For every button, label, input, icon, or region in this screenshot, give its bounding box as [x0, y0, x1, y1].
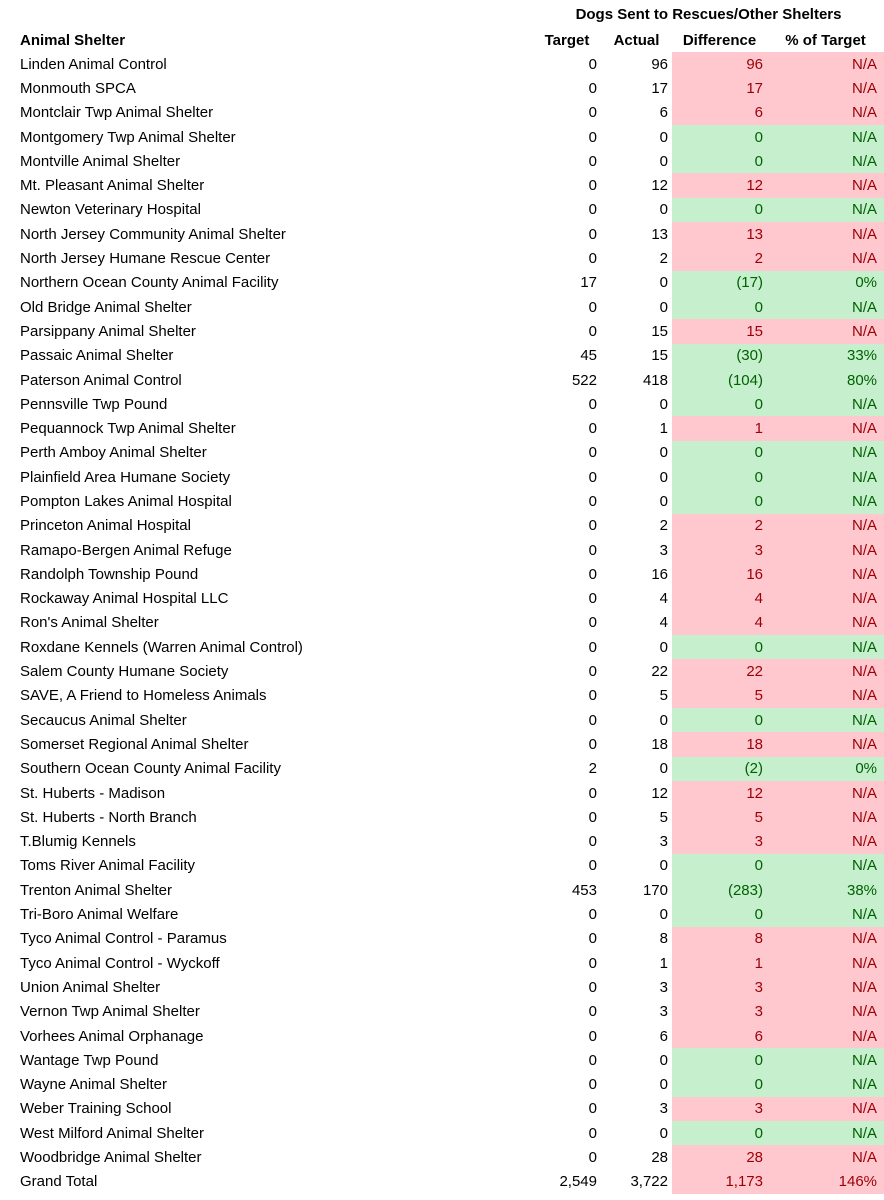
difference-cell: 5 — [672, 805, 767, 829]
actual-cell: 12 — [651, 784, 668, 802]
shelter-name-cell: Randolph Township Pound — [20, 565, 199, 583]
table-title-row — [0, 0, 884, 28]
pct-of-target-cell: N/A — [767, 781, 884, 805]
table-row — [0, 611, 884, 635]
table-row — [0, 1000, 884, 1024]
actual-cell: 0 — [659, 274, 668, 292]
shelter-name-cell: Woodbridge Animal Shelter — [20, 1149, 202, 1166]
col-header-target: Target — [544, 31, 590, 49]
actual-cell: 15 — [651, 347, 668, 365]
pct-of-target-cell: N/A — [767, 489, 884, 513]
actual-cell: 0 — [659, 1076, 668, 1094]
difference-cell: 12 — [672, 173, 767, 197]
target-cell: 0 — [588, 1003, 597, 1021]
shelter-name-cell: St. Huberts - North Branch — [20, 808, 197, 826]
actual-cell: 0 — [659, 201, 668, 219]
target-cell: 0 — [588, 298, 597, 316]
difference-cell: 0 — [672, 125, 767, 149]
actual-cell: 2 — [659, 250, 668, 268]
target-cell: 0 — [588, 954, 597, 972]
shelter-name-cell: Mt. Pleasant Animal Shelter — [20, 177, 205, 195]
pct-of-target-cell: N/A — [767, 465, 884, 489]
actual-cell: 15 — [651, 322, 668, 340]
actual-cell: 3 — [659, 978, 668, 996]
table-row — [0, 927, 884, 951]
pct-of-target-cell: N/A — [767, 173, 884, 197]
shelter-name-cell: Ramapo-Bergen Animal Refuge — [20, 541, 232, 559]
target-cell: 0 — [588, 1124, 597, 1142]
table-title: Dogs Sent to Rescues/Other Shelters — [575, 5, 842, 23]
difference-cell: 3 — [672, 1000, 767, 1024]
pct-of-target-cell: N/A — [767, 149, 884, 173]
difference-cell: 1,173 — [672, 1170, 767, 1194]
difference-cell: 18 — [672, 732, 767, 756]
target-cell: 0 — [588, 1149, 597, 1166]
actual-cell: 0 — [659, 857, 668, 875]
target-cell: 0 — [588, 225, 597, 243]
difference-cell: 28 — [672, 1145, 767, 1169]
actual-cell: 12 — [651, 177, 668, 195]
table-row — [0, 732, 884, 756]
target-cell: 0 — [588, 322, 597, 340]
difference-cell: 0 — [672, 392, 767, 416]
shelter-name-cell: SAVE, A Friend to Homeless Animals — [20, 687, 267, 705]
table-row — [0, 416, 884, 440]
shelter-name-cell: Ron's Animal Shelter — [20, 614, 159, 632]
pct-of-target-cell: N/A — [767, 1097, 884, 1121]
shelter-name-cell: Northern Ocean County Animal Facility — [20, 274, 279, 292]
difference-cell: 1 — [672, 416, 767, 440]
difference-cell: 17 — [672, 76, 767, 100]
target-cell: 0 — [588, 1100, 597, 1118]
shelter-name-cell: Vorhees Animal Orphanage — [20, 1027, 204, 1045]
target-cell: 453 — [571, 881, 597, 899]
actual-cell: 3 — [659, 1100, 668, 1118]
target-cell: 0 — [588, 614, 597, 632]
target-cell: 0 — [588, 711, 597, 729]
target-cell: 2,549 — [559, 1173, 597, 1191]
difference-cell: 0 — [672, 149, 767, 173]
table-row — [0, 246, 884, 270]
target-cell: 0 — [588, 638, 597, 656]
target-cell: 2 — [588, 760, 597, 778]
actual-cell: 0 — [659, 906, 668, 924]
target-cell: 0 — [588, 395, 597, 413]
table-row — [0, 173, 884, 197]
actual-cell: 0 — [659, 1051, 668, 1069]
difference-cell: 6 — [672, 1024, 767, 1048]
shelter-name-cell: Montville Animal Shelter — [20, 152, 181, 170]
pct-of-target-cell: N/A — [767, 295, 884, 319]
table-row — [0, 319, 884, 343]
pct-of-target-cell: N/A — [767, 198, 884, 222]
actual-cell: 6 — [659, 1027, 668, 1045]
table-row — [0, 514, 884, 538]
target-cell: 0 — [588, 1051, 597, 1069]
target-cell: 0 — [588, 152, 597, 170]
actual-cell: 3 — [659, 541, 668, 559]
shelter-name-cell: West Milford Animal Shelter — [20, 1124, 204, 1142]
pct-of-target-cell: N/A — [767, 125, 884, 149]
actual-cell: 0 — [659, 152, 668, 170]
shelter-name-cell: Pennsville Twp Pound — [20, 395, 168, 413]
actual-cell: 0 — [659, 711, 668, 729]
target-cell: 0 — [588, 250, 597, 268]
shelter-name-cell: Pompton Lakes Animal Hospital — [20, 492, 232, 510]
table-row — [0, 1072, 884, 1096]
actual-cell: 3 — [659, 833, 668, 851]
table-row — [0, 149, 884, 173]
actual-cell: 0 — [659, 444, 668, 462]
difference-cell: 6 — [672, 101, 767, 125]
table-row — [0, 1097, 884, 1121]
difference-cell: 22 — [672, 659, 767, 683]
pct-of-target-cell: N/A — [767, 1121, 884, 1145]
target-cell: 0 — [588, 590, 597, 608]
actual-cell: 4 — [659, 614, 668, 632]
difference-cell: 4 — [672, 587, 767, 611]
shelter-name-cell: Passaic Animal Shelter — [20, 347, 174, 365]
pct-of-target-cell: N/A — [767, 830, 884, 854]
pct-of-target-cell: N/A — [767, 222, 884, 246]
pct-of-target-cell: 38% — [767, 878, 884, 902]
difference-cell: 16 — [672, 562, 767, 586]
difference-cell: (17) — [672, 271, 767, 295]
actual-cell: 16 — [651, 565, 668, 583]
pct-of-target-cell: N/A — [767, 902, 884, 926]
pct-of-target-cell: N/A — [767, 975, 884, 999]
actual-cell: 5 — [659, 808, 668, 826]
pct-of-target-cell: N/A — [767, 635, 884, 659]
target-cell: 0 — [588, 104, 597, 122]
difference-cell: 5 — [672, 684, 767, 708]
target-cell: 0 — [588, 444, 597, 462]
pct-of-target-cell: N/A — [767, 246, 884, 270]
table-row — [0, 538, 884, 562]
shelter-name-cell: Montclair Twp Animal Shelter — [20, 104, 214, 122]
table-row — [0, 659, 884, 683]
target-cell: 45 — [580, 347, 597, 365]
shelter-name-cell: Roxdane Kennels (Warren Animal Control) — [20, 638, 303, 656]
target-cell: 0 — [588, 857, 597, 875]
shelter-name-cell: Secaucus Animal Shelter — [20, 711, 187, 729]
table-row — [0, 465, 884, 489]
actual-cell: 0 — [659, 492, 668, 510]
target-cell: 0 — [588, 492, 597, 510]
difference-cell: 1 — [672, 951, 767, 975]
difference-cell: 12 — [672, 781, 767, 805]
target-cell: 0 — [588, 784, 597, 802]
table-row — [0, 854, 884, 878]
pct-of-target-cell: N/A — [767, 805, 884, 829]
table-row — [0, 295, 884, 319]
table-row — [0, 975, 884, 999]
difference-cell: (283) — [672, 878, 767, 902]
shelter-name-cell: Monmouth SPCA — [20, 79, 136, 97]
difference-cell: 8 — [672, 927, 767, 951]
table-row — [0, 125, 884, 149]
shelter-name-cell: Montgomery Twp Animal Shelter — [20, 128, 236, 146]
shelter-name-cell: Somerset Regional Animal Shelter — [20, 735, 249, 753]
actual-cell: 0 — [659, 128, 668, 146]
difference-cell: 0 — [672, 489, 767, 513]
actual-cell: 22 — [651, 663, 668, 681]
pct-of-target-cell: N/A — [767, 52, 884, 76]
pct-of-target-cell: N/A — [767, 416, 884, 440]
actual-cell: 0 — [659, 298, 668, 316]
shelter-name-cell: Trenton Animal Shelter — [20, 881, 173, 899]
target-cell: 0 — [588, 128, 597, 146]
shelter-name-cell: Princeton Animal Hospital — [20, 517, 191, 535]
actual-cell: 6 — [659, 104, 668, 122]
actual-cell: 1 — [659, 954, 668, 972]
shelter-name-cell: Tyco Animal Control - Paramus — [20, 930, 227, 948]
difference-cell: 2 — [672, 514, 767, 538]
difference-cell: 3 — [672, 975, 767, 999]
table-row — [0, 271, 884, 295]
shelter-name-cell: Paterson Animal Control — [20, 371, 182, 389]
pct-of-target-cell: N/A — [767, 441, 884, 465]
actual-cell: 0 — [659, 1124, 668, 1142]
column-header-row — [0, 28, 884, 52]
grand-total-row — [0, 1170, 884, 1194]
shelter-name-cell: Plainfield Area Humane Society — [20, 468, 231, 486]
difference-cell: 0 — [672, 854, 767, 878]
difference-cell: 0 — [672, 465, 767, 489]
target-cell: 0 — [588, 55, 597, 73]
difference-cell: 0 — [672, 1121, 767, 1145]
col-header-pct-of-target: % of Target — [785, 31, 866, 49]
target-cell: 0 — [588, 833, 597, 851]
pct-of-target-cell: N/A — [767, 1145, 884, 1169]
pct-of-target-cell: 0% — [767, 757, 884, 781]
shelter-name-cell: Toms River Animal Facility — [20, 857, 196, 875]
col-header-animal-shelter: Animal Shelter — [20, 31, 126, 49]
target-cell: 17 — [580, 274, 597, 292]
pct-of-target-cell: N/A — [767, 392, 884, 416]
shelter-name-cell: Rockaway Animal Hospital LLC — [20, 590, 229, 608]
table-body — [0, 52, 884, 1194]
table-row — [0, 757, 884, 781]
shelter-name-cell: North Jersey Community Animal Shelter — [20, 225, 286, 243]
difference-cell: 2 — [672, 246, 767, 270]
table-row — [0, 1121, 884, 1145]
table-row — [0, 635, 884, 659]
table-row — [0, 76, 884, 100]
target-cell: 0 — [588, 808, 597, 826]
target-cell: 0 — [588, 79, 597, 97]
difference-cell: 13 — [672, 222, 767, 246]
actual-cell: 18 — [651, 735, 668, 753]
table-row — [0, 222, 884, 246]
pct-of-target-cell: N/A — [767, 1072, 884, 1096]
pct-of-target-cell: N/A — [767, 1024, 884, 1048]
shelter-name-cell: Wayne Animal Shelter — [20, 1076, 168, 1094]
pct-of-target-cell: N/A — [767, 732, 884, 756]
target-cell: 0 — [588, 906, 597, 924]
table-row — [0, 392, 884, 416]
actual-cell: 17 — [651, 79, 668, 97]
target-cell: 0 — [588, 201, 597, 219]
target-cell: 0 — [588, 177, 597, 195]
pct-of-target-cell: N/A — [767, 76, 884, 100]
pct-of-target-cell: N/A — [767, 1048, 884, 1072]
table-row — [0, 684, 884, 708]
actual-cell: 8 — [659, 930, 668, 948]
actual-cell: 3,722 — [630, 1173, 668, 1191]
table-row — [0, 830, 884, 854]
shelter-name-cell: Tri-Boro Animal Welfare — [20, 906, 179, 924]
pct-of-target-cell: 146% — [767, 1170, 884, 1194]
table-row — [0, 101, 884, 125]
pct-of-target-cell: N/A — [767, 514, 884, 538]
pct-of-target-cell: N/A — [767, 101, 884, 125]
target-cell: 0 — [588, 565, 597, 583]
actual-cell: 28 — [651, 1149, 668, 1166]
pct-of-target-cell: N/A — [767, 1000, 884, 1024]
shelter-name-cell: Southern Ocean County Animal Facility — [20, 760, 281, 778]
actual-cell: 170 — [642, 881, 668, 899]
difference-cell: 0 — [672, 635, 767, 659]
difference-cell: 3 — [672, 538, 767, 562]
shelter-name-cell: Linden Animal Control — [20, 55, 167, 73]
actual-cell: 2 — [659, 517, 668, 535]
actual-cell: 0 — [659, 395, 668, 413]
target-cell: 0 — [588, 687, 597, 705]
difference-cell: 0 — [672, 902, 767, 926]
shelter-name-cell: Grand Total — [20, 1173, 98, 1191]
table-row — [0, 1048, 884, 1072]
table-row — [0, 1145, 884, 1169]
pct-of-target-cell: N/A — [767, 562, 884, 586]
actual-cell: 13 — [651, 225, 668, 243]
col-header-actual: Actual — [613, 31, 660, 49]
target-cell: 0 — [588, 517, 597, 535]
table-row — [0, 587, 884, 611]
difference-cell: (104) — [672, 368, 767, 392]
actual-cell: 96 — [651, 55, 668, 73]
pct-of-target-cell: N/A — [767, 659, 884, 683]
difference-cell: 0 — [672, 295, 767, 319]
table-row — [0, 1024, 884, 1048]
title-spacer — [0, 0, 533, 28]
pct-of-target-cell: N/A — [767, 319, 884, 343]
actual-cell: 0 — [659, 760, 668, 778]
table-row — [0, 878, 884, 902]
table-row — [0, 344, 884, 368]
target-cell: 0 — [588, 978, 597, 996]
actual-cell: 3 — [659, 1003, 668, 1021]
target-cell: 0 — [588, 735, 597, 753]
shelter-name-cell: Union Animal Shelter — [20, 978, 161, 996]
difference-cell: 4 — [672, 611, 767, 635]
shelter-name-cell: Weber Training School — [20, 1100, 172, 1118]
difference-cell: 15 — [672, 319, 767, 343]
target-cell: 0 — [588, 468, 597, 486]
pct-of-target-cell: N/A — [767, 708, 884, 732]
shelter-name-cell: Wantage Twp Pound — [20, 1051, 159, 1069]
table-row — [0, 805, 884, 829]
target-cell: 0 — [588, 420, 597, 438]
shelter-name-cell: Vernon Twp Animal Shelter — [20, 1003, 200, 1021]
actual-cell: 5 — [659, 687, 668, 705]
shelter-name-cell: St. Huberts - Madison — [20, 784, 166, 802]
pct-of-target-cell: N/A — [767, 538, 884, 562]
difference-cell: 3 — [672, 1097, 767, 1121]
difference-cell: 0 — [672, 198, 767, 222]
actual-cell: 4 — [659, 590, 668, 608]
shelter-name-cell: Newton Veterinary Hospital — [20, 201, 201, 219]
difference-cell: 0 — [672, 708, 767, 732]
col-header-difference: Difference — [682, 31, 757, 49]
difference-cell: (2) — [672, 757, 767, 781]
table-row — [0, 781, 884, 805]
pct-of-target-cell: 80% — [767, 368, 884, 392]
target-cell: 0 — [588, 1076, 597, 1094]
target-cell: 522 — [571, 371, 597, 389]
shelter-name-cell: Pequannock Twp Animal Shelter — [20, 420, 236, 438]
pct-of-target-cell: N/A — [767, 587, 884, 611]
shelter-name-cell: North Jersey Humane Rescue Center — [20, 250, 271, 268]
pct-of-target-cell: N/A — [767, 684, 884, 708]
target-cell: 0 — [588, 663, 597, 681]
table-row — [0, 951, 884, 975]
actual-cell: 418 — [642, 371, 668, 389]
table-row — [0, 441, 884, 465]
target-cell: 0 — [588, 930, 597, 948]
table-row — [0, 562, 884, 586]
table-row — [0, 708, 884, 732]
difference-cell: 0 — [672, 1072, 767, 1096]
shelter-name-cell: Salem County Humane Society — [20, 663, 229, 681]
shelter-name-cell: T.Blumig Kennels — [20, 833, 136, 851]
shelter-name-cell: Parsippany Animal Shelter — [20, 322, 196, 340]
actual-cell: 0 — [659, 468, 668, 486]
target-cell: 0 — [588, 1027, 597, 1045]
shelter-name-cell: Perth Amboy Animal Shelter — [20, 444, 207, 462]
pct-of-target-cell: 33% — [767, 344, 884, 368]
difference-cell: (30) — [672, 344, 767, 368]
target-cell: 0 — [588, 541, 597, 559]
actual-cell: 1 — [659, 420, 668, 438]
table-row — [0, 902, 884, 926]
difference-cell: 3 — [672, 830, 767, 854]
pct-of-target-cell: N/A — [767, 854, 884, 878]
shelter-name-cell: Old Bridge Animal Shelter — [20, 298, 192, 316]
table-row — [0, 198, 884, 222]
pct-of-target-cell: N/A — [767, 611, 884, 635]
difference-cell: 0 — [672, 1048, 767, 1072]
table-row — [0, 489, 884, 513]
actual-cell: 0 — [659, 638, 668, 656]
difference-cell: 96 — [672, 52, 767, 76]
table-row — [0, 368, 884, 392]
table-row — [0, 52, 884, 76]
difference-cell: 0 — [672, 441, 767, 465]
pct-of-target-cell: N/A — [767, 951, 884, 975]
pct-of-target-cell: N/A — [767, 927, 884, 951]
pct-of-target-cell: 0% — [767, 271, 884, 295]
shelter-name-cell: Tyco Animal Control - Wyckoff — [20, 954, 220, 972]
